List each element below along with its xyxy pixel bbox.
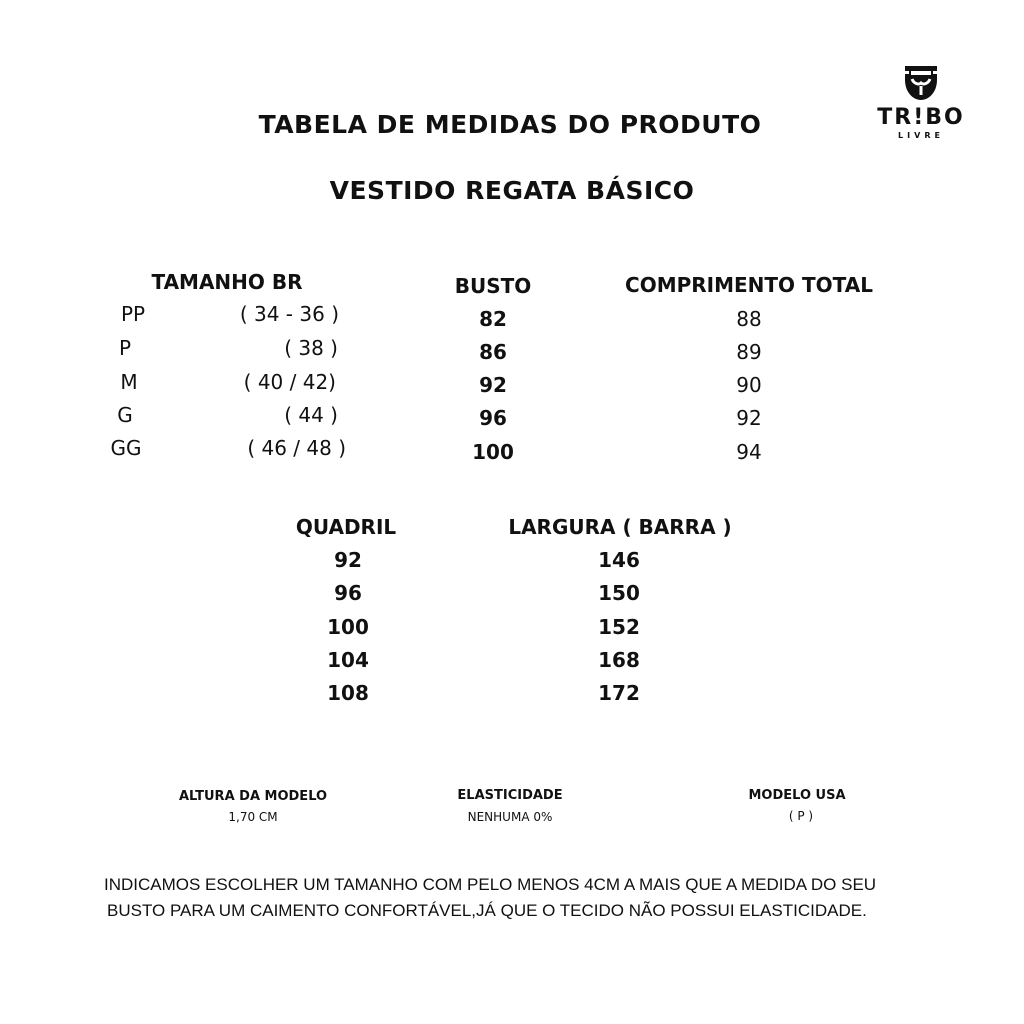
page-title: TABELA DE MEDIDAS DO PRODUTO (258, 110, 762, 139)
size-label: G (117, 403, 133, 427)
comprimento-value: 94 (736, 440, 762, 464)
largura-value: 172 (598, 681, 640, 705)
size-range: ( 38 ) (284, 336, 338, 360)
largura-value: 150 (598, 581, 640, 605)
largura-value: 168 (598, 648, 640, 672)
largura-value: 146 (598, 548, 640, 572)
header-largura: LARGURA ( BARRA ) (508, 515, 732, 539)
header-tamanho: TAMANHO BR (151, 270, 303, 294)
size-label: P (118, 336, 132, 360)
quadril-value: 100 (327, 615, 369, 639)
quadril-value: 92 (334, 548, 362, 572)
size-range: ( 46 / 48 ) (247, 436, 346, 460)
brand-logo (873, 62, 969, 146)
size-label: GG (110, 436, 142, 460)
comprimento-value: 92 (736, 406, 762, 430)
busto-value: 82 (479, 307, 507, 331)
largura-value: 152 (598, 615, 640, 639)
quadril-value: 108 (327, 681, 369, 705)
header-busto: BUSTO (454, 274, 532, 298)
header-comprimento: COMPRIMENTO TOTAL (625, 273, 873, 297)
modelo-usa-value: ( P ) (788, 809, 814, 823)
quadril-value: 96 (334, 581, 362, 605)
note-line-1: INDICAMOS ESCOLHER UM TAMANHO COM PELO MENOS 4CM A MAIS QUE A MEDIDA DO SEU (104, 875, 877, 894)
busto-value: 92 (479, 373, 507, 397)
product-name: VESTIDO REGATA BÁSICO (329, 176, 695, 205)
tribe-mask-icon (873, 62, 969, 104)
modelo-usa-label: MODELO USA (748, 788, 846, 803)
brand-name: TR!BO (877, 105, 965, 130)
quadril-value: 104 (327, 648, 369, 672)
size-label: PP (120, 302, 146, 326)
size-range: ( 34 - 36 ) (239, 302, 339, 326)
comprimento-value: 90 (736, 373, 762, 397)
size-label: M (120, 370, 138, 394)
busto-value: 86 (479, 340, 507, 364)
brand-subtitle: LIVRE (898, 131, 944, 140)
elasticidade-value: NENHUMA 0% (467, 810, 553, 824)
busto-value: 100 (472, 440, 514, 464)
note-line-2: BUSTO PARA UM CAIMENTO CONFORTÁVEL,JÁ QUE O TECIDO NÃO POSSUI ELASTICIDADE. (107, 901, 867, 920)
altura-label: ALTURA DA MODELO (178, 789, 328, 804)
header-quadril: QUADRIL (295, 515, 397, 539)
busto-value: 96 (479, 406, 507, 430)
comprimento-value: 89 (736, 340, 762, 364)
altura-value: 1,70 CM (228, 810, 278, 824)
size-range: ( 40 / 42) (243, 370, 336, 394)
size-range: ( 44 ) (284, 403, 338, 427)
elasticidade-label: ELASTICIDADE (457, 788, 563, 803)
comprimento-value: 88 (736, 307, 762, 331)
